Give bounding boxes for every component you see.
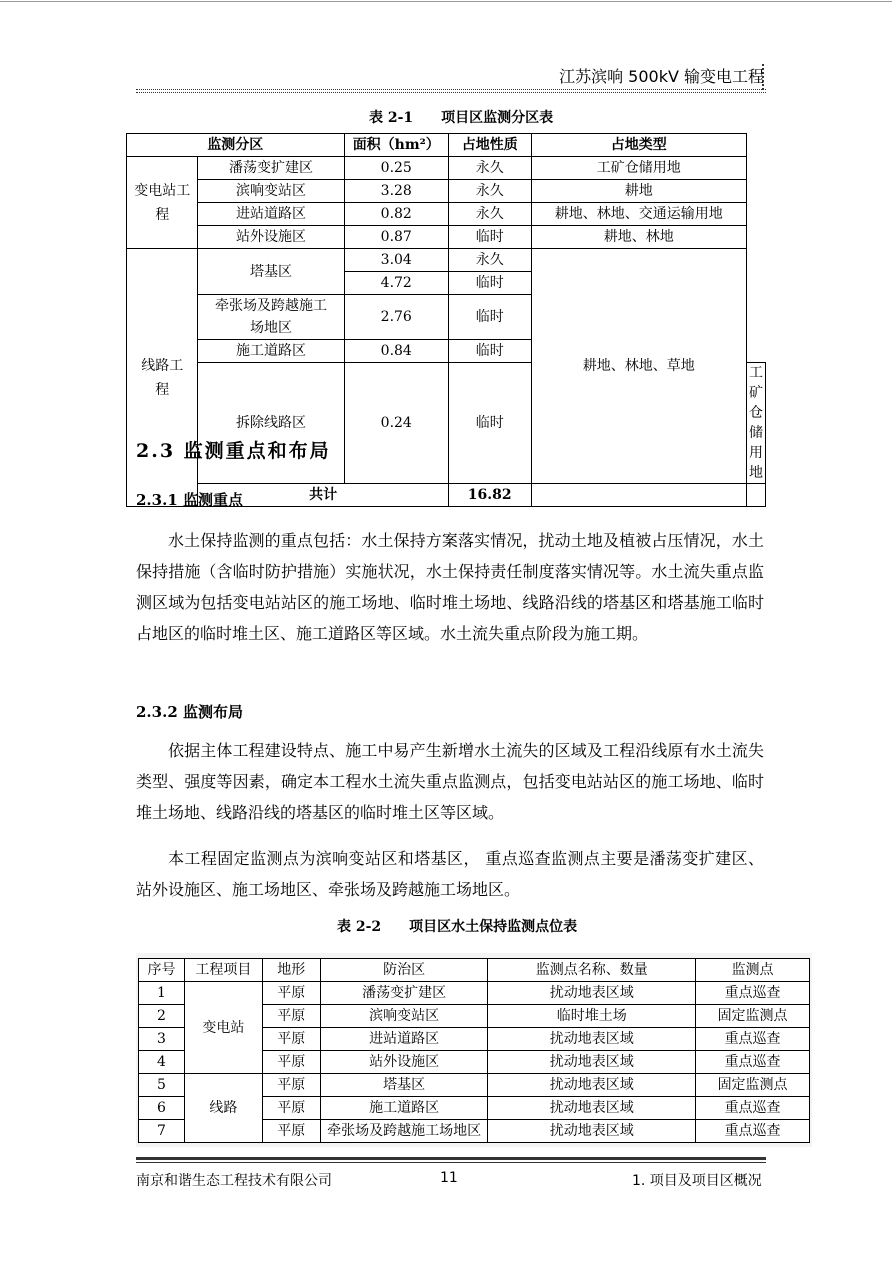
- table1-total-area: 16.82: [448, 484, 531, 507]
- table2-kind: 重点巡查: [696, 1051, 810, 1074]
- table2-header-row: [139, 959, 810, 982]
- table2-header-area: 防治区: [320, 959, 488, 982]
- table-monitoring-points: [138, 958, 810, 1143]
- table2-no: 2: [139, 1005, 185, 1028]
- table1-zone: 站外设施区: [198, 226, 344, 249]
- table2-area: 施工道路区: [320, 1097, 488, 1120]
- table2-area: 滨响变站区: [320, 1005, 488, 1028]
- table2-terrain: 平原: [262, 1074, 320, 1097]
- section-heading-2-3-1: 2.3.1 监测重点: [136, 491, 243, 509]
- table2-no: 5: [139, 1074, 185, 1097]
- table1-zone: 滨响变站区: [198, 180, 344, 203]
- table2-terrain: 平原: [262, 1097, 320, 1120]
- table1-type: 耕地、林地: [531, 226, 746, 249]
- table2-terrain: 平原: [262, 1051, 320, 1074]
- footer-rule: [136, 1157, 766, 1160]
- table1-area: 0.24: [344, 363, 448, 484]
- table2-no: 3: [139, 1028, 185, 1051]
- table2-terrain: 平原: [262, 1028, 320, 1051]
- table-row: [127, 249, 766, 272]
- table1-header-nature: 占地性质: [448, 134, 531, 157]
- table1-type: 耕地: [531, 180, 746, 203]
- table2-kind: 重点巡查: [696, 982, 810, 1005]
- table1-total-empty: [531, 484, 746, 507]
- table1-zone: 潘荡变扩建区: [198, 157, 344, 180]
- table2-point: 扰动地表区域: [488, 1120, 696, 1143]
- table1-type: 耕地、林地、交通运输用地: [531, 203, 746, 226]
- table2-area: 进站道路区: [320, 1028, 488, 1051]
- footer-rule-secondary: [136, 1162, 766, 1163]
- table2-area: 站外设施区: [320, 1051, 488, 1074]
- table1-nature: 临时: [448, 363, 531, 484]
- table2-terrain: 平原: [262, 982, 320, 1005]
- paragraph-monitoring-points: 本工程固定监测点为滨响变站区和塔基区， 重点巡查监测点主要是潘荡变扩建区、站外设施区、施工场地区、牵张场及跨越施工场地区。: [136, 849, 764, 899]
- table1-nature: 临时: [448, 272, 531, 295]
- table2-group-substation: 变电站: [184, 982, 262, 1074]
- table1-area: 2.76: [344, 295, 448, 340]
- table1-type: 工矿仓储用地: [747, 363, 766, 484]
- table2-point: 扰动地表区域: [488, 1097, 696, 1120]
- header-rule-secondary: [136, 92, 766, 93]
- table2-area: 潘荡变扩建区: [320, 982, 488, 1005]
- table2-terrain: 平原: [262, 1005, 320, 1028]
- table1-nature: 临时: [448, 340, 531, 363]
- footer-company: 南京和谐生态工程技术有限公司: [136, 1173, 332, 1189]
- footer-chapter: 1. 项目及项目区概况: [632, 1173, 762, 1189]
- table1-zone: 牵张场及跨越施工场地区: [198, 295, 344, 340]
- table2-area: 牵张场及跨越施工场地区: [320, 1120, 488, 1143]
- table1-group-line: 线路工程: [127, 249, 198, 507]
- table2-header-point-kind: 监测点: [696, 959, 810, 982]
- table2-no: 7: [139, 1120, 185, 1143]
- footer-page-number: 11: [440, 1170, 458, 1186]
- table2-area: 塔基区: [320, 1074, 488, 1097]
- table2-kind: 重点巡查: [696, 1097, 810, 1120]
- table1-zone: 施工道路区: [198, 340, 344, 363]
- table2-group-line: 线路: [184, 1074, 262, 1143]
- table2-header-project: 工程项目: [184, 959, 262, 982]
- table1-zone: 塔基区: [198, 249, 344, 295]
- table2-no: 6: [139, 1097, 185, 1120]
- table-row: [127, 226, 766, 249]
- header-vertical-dots: [762, 64, 764, 90]
- table1-area: 0.25: [344, 157, 448, 180]
- table2-kind: 重点巡查: [696, 1028, 810, 1051]
- table2-kind: 固定监测点: [696, 1074, 810, 1097]
- table1-total-label: 共计: [198, 484, 448, 507]
- table1-header-area: 面积（hm²）: [344, 134, 448, 157]
- table2-point: 扰动地表区域: [488, 1028, 696, 1051]
- table1-nature: 永久: [448, 203, 531, 226]
- table1-caption: 表 2-1 项目区监测分区表: [369, 110, 554, 126]
- table2-point: 扰动地表区域: [488, 1074, 696, 1097]
- table2-no: 4: [139, 1051, 185, 1074]
- table1-header-type: 占地类型: [531, 134, 746, 157]
- table1-area: 3.28: [344, 180, 448, 203]
- table2-point: 临时堆土场: [488, 1005, 696, 1028]
- table2-terrain: 平原: [262, 1120, 320, 1143]
- page-top-border: [0, 1, 892, 2]
- table1-area: 0.84: [344, 340, 448, 363]
- table2-kind: 固定监测点: [696, 1005, 810, 1028]
- table1-area: 3.04: [344, 249, 448, 272]
- table2-no: 1: [139, 982, 185, 1005]
- table2-kind: 重点巡查: [696, 1120, 810, 1143]
- table1-zone: 拆除线路区: [198, 363, 344, 484]
- table1-type: 耕地、林地、草地: [531, 249, 746, 484]
- paragraph-monitoring-focus: 水土保持监测的重点包括：水土保持方案落实情况，扰动土地及植被占压情况，水土保持措施（含临时防护措施）实施状况，水土保持责任制度落实情况等。水土流失重点监测区域为包括变电站站区的施工场地、临时堆土场地、线路沿线的塔基区和塔基施工临时占地区的临时堆土区、施工道路区等区域。水土流失重点阶段为施工期。: [136, 531, 764, 643]
- table1-nature: 永久: [448, 157, 531, 180]
- header-rule: [136, 89, 766, 90]
- table1-nature: 临时: [448, 295, 531, 340]
- table1-header-zone: 监测分区: [127, 134, 345, 157]
- table-row: [139, 1074, 810, 1097]
- table1-area: 4.72: [344, 272, 448, 295]
- table-row: [139, 982, 810, 1005]
- table-row: [127, 157, 766, 180]
- table1-nature: 永久: [448, 249, 531, 272]
- table2-header-point-name: 监测点名称、数量: [488, 959, 696, 982]
- table2-header-terrain: 地形: [262, 959, 320, 982]
- table-row: [127, 180, 766, 203]
- table1-type: 工矿仓储用地: [531, 157, 746, 180]
- section-heading-2-3-2: 2.3.2 监测布局: [136, 703, 243, 721]
- table1-zone: 进站道路区: [198, 203, 344, 226]
- table1-nature: 永久: [448, 180, 531, 203]
- table1-area: 0.82: [344, 203, 448, 226]
- table1-area: 0.87: [344, 226, 448, 249]
- table1-total-empty: [747, 484, 766, 507]
- table1-header-row: [127, 134, 766, 157]
- table1-group-substation: 变电站工程: [127, 157, 198, 249]
- paragraph-monitoring-layout: 依据主体工程建设特点、施工中易产生新增水土流失的区域及工程沿线原有水土流失类型、强度等因素，确定本工程水土流失重点监测点，包括变电站站区的施工场地、临时堆土场地、线路沿线的塔基区的临时堆土区等区域。: [136, 741, 764, 822]
- section-heading-2-3: 2.3 监测重点和布局: [136, 440, 331, 462]
- table2-point: 扰动地表区域: [488, 1051, 696, 1074]
- table2-point: 扰动地表区域: [488, 982, 696, 1005]
- table-row: [127, 203, 766, 226]
- table2-caption: 表 2-2 项目区水土保持监测点位表: [337, 919, 578, 935]
- table1-nature: 临时: [448, 226, 531, 249]
- table2-header-no: 序号: [139, 959, 185, 982]
- running-header-title: 江苏滨响 500kV 输变电工程: [559, 67, 764, 86]
